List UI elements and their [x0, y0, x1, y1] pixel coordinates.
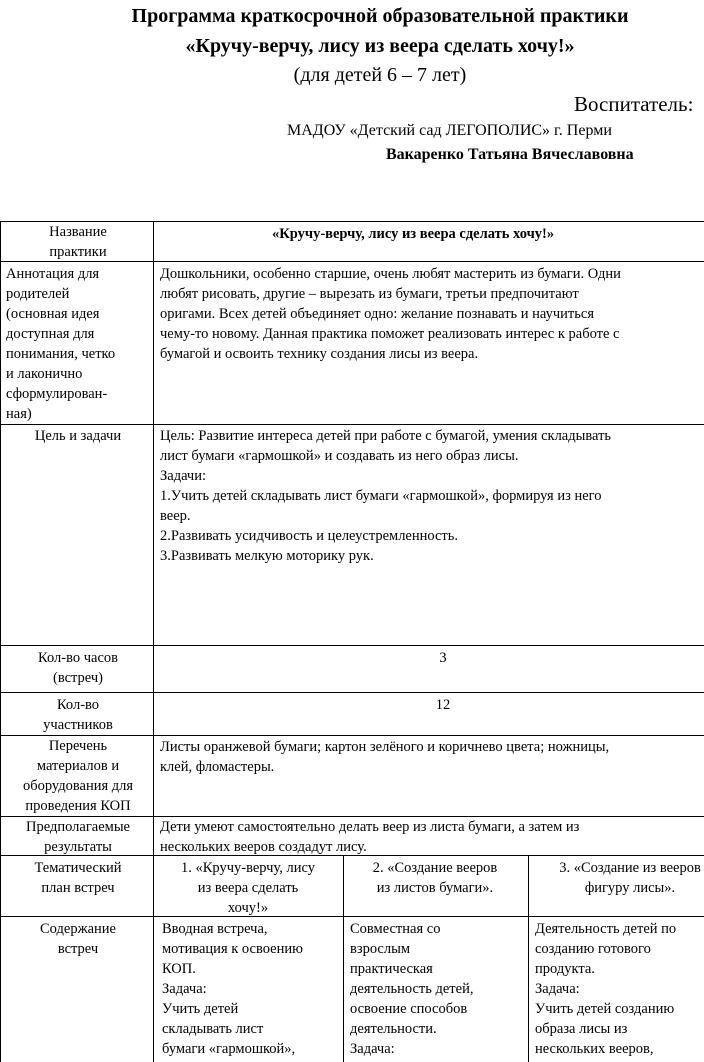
- document-subtitle: (для детей 6 – 7 лет): [293, 64, 467, 86]
- row-label-results: Предполагаемые результаты: [25, 819, 130, 855]
- plan-meeting-3: 3. «Создание из вееров фигуру лисы».: [559, 860, 701, 896]
- content-meeting-2: Совместная со взрослым практическая деятельность детей, освоение способов деятельности. Задача:: [350, 921, 474, 1057]
- row-label-hours: Кол-во часов (встреч): [38, 650, 118, 686]
- document-title-line-1: Программа краткосрочной образовательной практики: [131, 5, 629, 27]
- table-border: [0, 645, 704, 646]
- goals-value: Цель: Развитие интереса детей при работе с бумагой, умения складывать лист бумаги «гармошкой» и создавать из него образ лисы. Задачи: 1.Учить детей складывать лист бумаги «гармошкой», формируя из него веер. 2.Развивать усидчивость и целеустремленность. 3.Развивать мелкую моторику рук.: [160, 428, 612, 564]
- row-label-content: Содержание встреч: [40, 921, 116, 957]
- table-border: [0, 692, 704, 693]
- materials-value: Листы оранжевой бумаги; картон зелёного и коричнево цвета; ножницы, клей, фломастеры.: [160, 739, 610, 775]
- author-name: Вакаренко Татьяна Вячеславовна: [386, 146, 634, 163]
- row-label-materials: Перечень материалов и оборудования для проведения КОП: [22, 738, 134, 814]
- hours-value: 3: [439, 650, 447, 666]
- organization-name: МАДОУ «Детский сад ЛЕГОПОЛИС» г. Перми: [287, 122, 612, 139]
- table-border: [0, 221, 1, 1062]
- row-label-name: Название практики: [49, 224, 107, 260]
- row-label-annotation: Аннотация для родителей (основная идея доступная для понимания, четко и лаконично сформулирован- ная): [6, 266, 116, 422]
- table-border: [153, 221, 154, 1062]
- row-label-participants: Кол-во участников: [43, 697, 113, 733]
- table-border: [343, 855, 344, 1062]
- educator-role: Воспитатель:: [574, 92, 694, 116]
- content-meeting-3: Деятельность детей по созданию готового продукта. Задача: Учить детей созданию образа лисы из нескольких вееров,: [535, 921, 677, 1057]
- results-value: Дети умеют самостоятельно делать веер из листа бумаги, а затем из нескольких вееров создадут лису.: [160, 819, 580, 855]
- plan-meeting-2: 2. «Создание вееров из листов бумаги».: [372, 860, 498, 896]
- row-label-plan: Тематический план встреч: [34, 860, 122, 896]
- annotation-value: Дошкольники, особенно старшие, очень любят мастерить из бумаги. Одни любят рисовать, другие – вырезать из бумаги, третьи предпочитают оригами. Всех детей объединяет одно: желание познавать и научиться чему-то новому. Данная практика поможет реализовать интерес к работе с бумагой и освоить технику создания лисы из веера.: [160, 266, 621, 362]
- participants-value: 12: [435, 697, 451, 713]
- plan-meeting-1: 1. «Кручу-верчу, лису из веера сделать хочу!»: [180, 860, 316, 916]
- content-meeting-1: Вводная встреча, мотивация к освоению КОП. Задача: Учить детей складывать лист бумаги «гармошкой»,: [162, 921, 303, 1057]
- row-label-goals: Цель и задачи: [34, 428, 122, 444]
- table-border: [0, 424, 704, 425]
- document-title-line-2: «Кручу-верчу, лису из веера сделать хочу!»: [185, 35, 575, 57]
- table-border: [0, 916, 704, 917]
- table-border: [528, 855, 529, 1062]
- practice-name-value: «Кручу-верчу, лису из веера сделать хочу!»: [272, 226, 555, 242]
